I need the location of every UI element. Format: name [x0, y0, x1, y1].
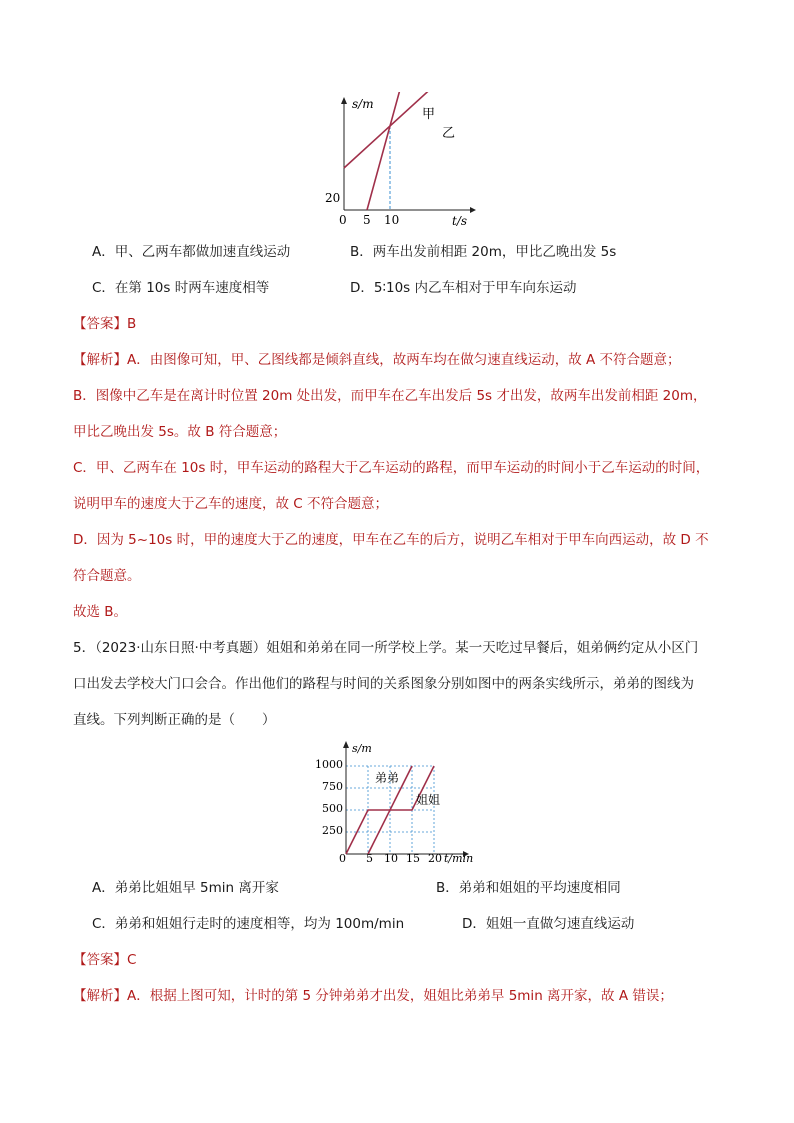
q4-answer: 【答案】B — [73, 316, 137, 332]
q5-answer: 【答案】C — [73, 952, 137, 968]
fig1-x-axis-label: t/s — [452, 214, 468, 228]
q5-option-b: B．弟弟和姐姐的平均速度相同 — [436, 880, 621, 896]
fig2-x-axis-label: t/min — [444, 852, 474, 865]
q5-explanation-1: 【解析】A．根据上图可知，计时的第 5 分钟弟弟才出发，姐姐比弟弟早 5min 离开家，故 A 错误； — [73, 988, 673, 1004]
fig2-x-tick-20: 20 — [428, 852, 442, 865]
q5-stem-2: 口出发去学校大门口会合。作出他们的路程与时间的关系图象分别如图中的两条实线所示，弟弟的图线为 — [73, 676, 694, 692]
fig2-y-tick-250: 250 — [322, 824, 343, 837]
q5-option-a: A．弟弟比姐姐早 5min 离开家 — [92, 880, 279, 896]
fig1-x-tick-5: 5 — [363, 213, 371, 227]
q4-explanation-3: 甲比乙晚出发 5s。故 B 符合题意； — [73, 424, 287, 440]
q4-explanation-2: B．图像中乙车是在离计时位置 20m 处出发，而甲车在乙车出发后 5s 才出发，故两车出发前相距 20m， — [73, 388, 707, 404]
fig2-y-tick-500: 500 — [322, 802, 343, 815]
figure1-st-graph — [322, 92, 482, 232]
fig2-y-arrow — [343, 741, 349, 748]
fig2-jiejie-label: 姐姐 — [416, 793, 441, 807]
fig2-didi-label: 弟弟 — [375, 771, 400, 785]
fig1-x-arrow — [470, 207, 476, 213]
q5-stem-3: 直线。下列判断正确的是（ ） — [73, 712, 276, 728]
fig2-y-tick-750: 750 — [322, 780, 343, 793]
q4-explanation-8: 故选 B。 — [73, 604, 128, 620]
fig1-jia-label: 甲 — [422, 107, 436, 122]
q4-explanation-1: 【解析】A．由图像可知，甲、乙图线都是倾斜直线，故两车均在做匀速直线运动，故 A 不符合题意； — [73, 352, 681, 368]
q5-stem-1: 5．（2023·山东日照·中考真题）姐姐和弟弟在同一所学校上学。某一天吃过早餐后，姐弟俩约定从小区门 — [73, 640, 699, 656]
q4-explanation-5: 说明甲车的速度大于乙车的速度，故 C 不符合题意； — [73, 496, 389, 512]
fig2-x-tick-0: 0 — [339, 852, 346, 865]
fig1-yi-label: 乙 — [442, 126, 456, 141]
q4-explanation-4: C．甲、乙两车在 10s 时，甲车运动的路程大于乙车运动的路程，而甲车运动的时间小于乙车运动的时间， — [73, 460, 710, 476]
q4-option-d: D．5∶10s 内乙车相对于甲车向东运动 — [350, 280, 577, 296]
q4-option-c: C．在第 10s 时两车速度相等 — [92, 280, 270, 296]
q4-explanation-6: D．因为 5~10s 时，甲的速度大于乙的速度，甲车在乙车的后方，说明乙车相对于甲车向西运动，故 D 不 — [73, 532, 709, 548]
q5-option-d: D．姐姐一直做匀速直线运动 — [462, 916, 635, 932]
fig2-x-tick-5: 5 — [366, 852, 373, 865]
fig1-x-tick-0: 0 — [339, 213, 347, 227]
fig1-y-tick-20: 20 — [325, 191, 341, 205]
fig1-y-axis-label: s/m — [352, 97, 374, 111]
fig2-x-tick-10: 10 — [384, 852, 398, 865]
fig2-y-tick-1000: 1000 — [315, 758, 343, 771]
q4-option-b: B．两车出发前相距 20m，甲比乙晚出发 5s — [350, 244, 617, 260]
fig2-y-axis-label: s/m — [352, 742, 372, 755]
q5-option-c: C．弟弟和姐姐行走时的速度相等，均为 100m/min — [92, 916, 405, 932]
fig1-x-tick-10: 10 — [384, 213, 400, 227]
q4-option-a: A．甲、乙两车都做加速直线运动 — [92, 244, 291, 260]
figure2-st-graph — [308, 736, 478, 868]
fig2-x-tick-15: 15 — [406, 852, 420, 865]
q4-explanation-7: 符合题意。 — [73, 568, 141, 584]
fig1-y-arrow — [341, 97, 347, 104]
